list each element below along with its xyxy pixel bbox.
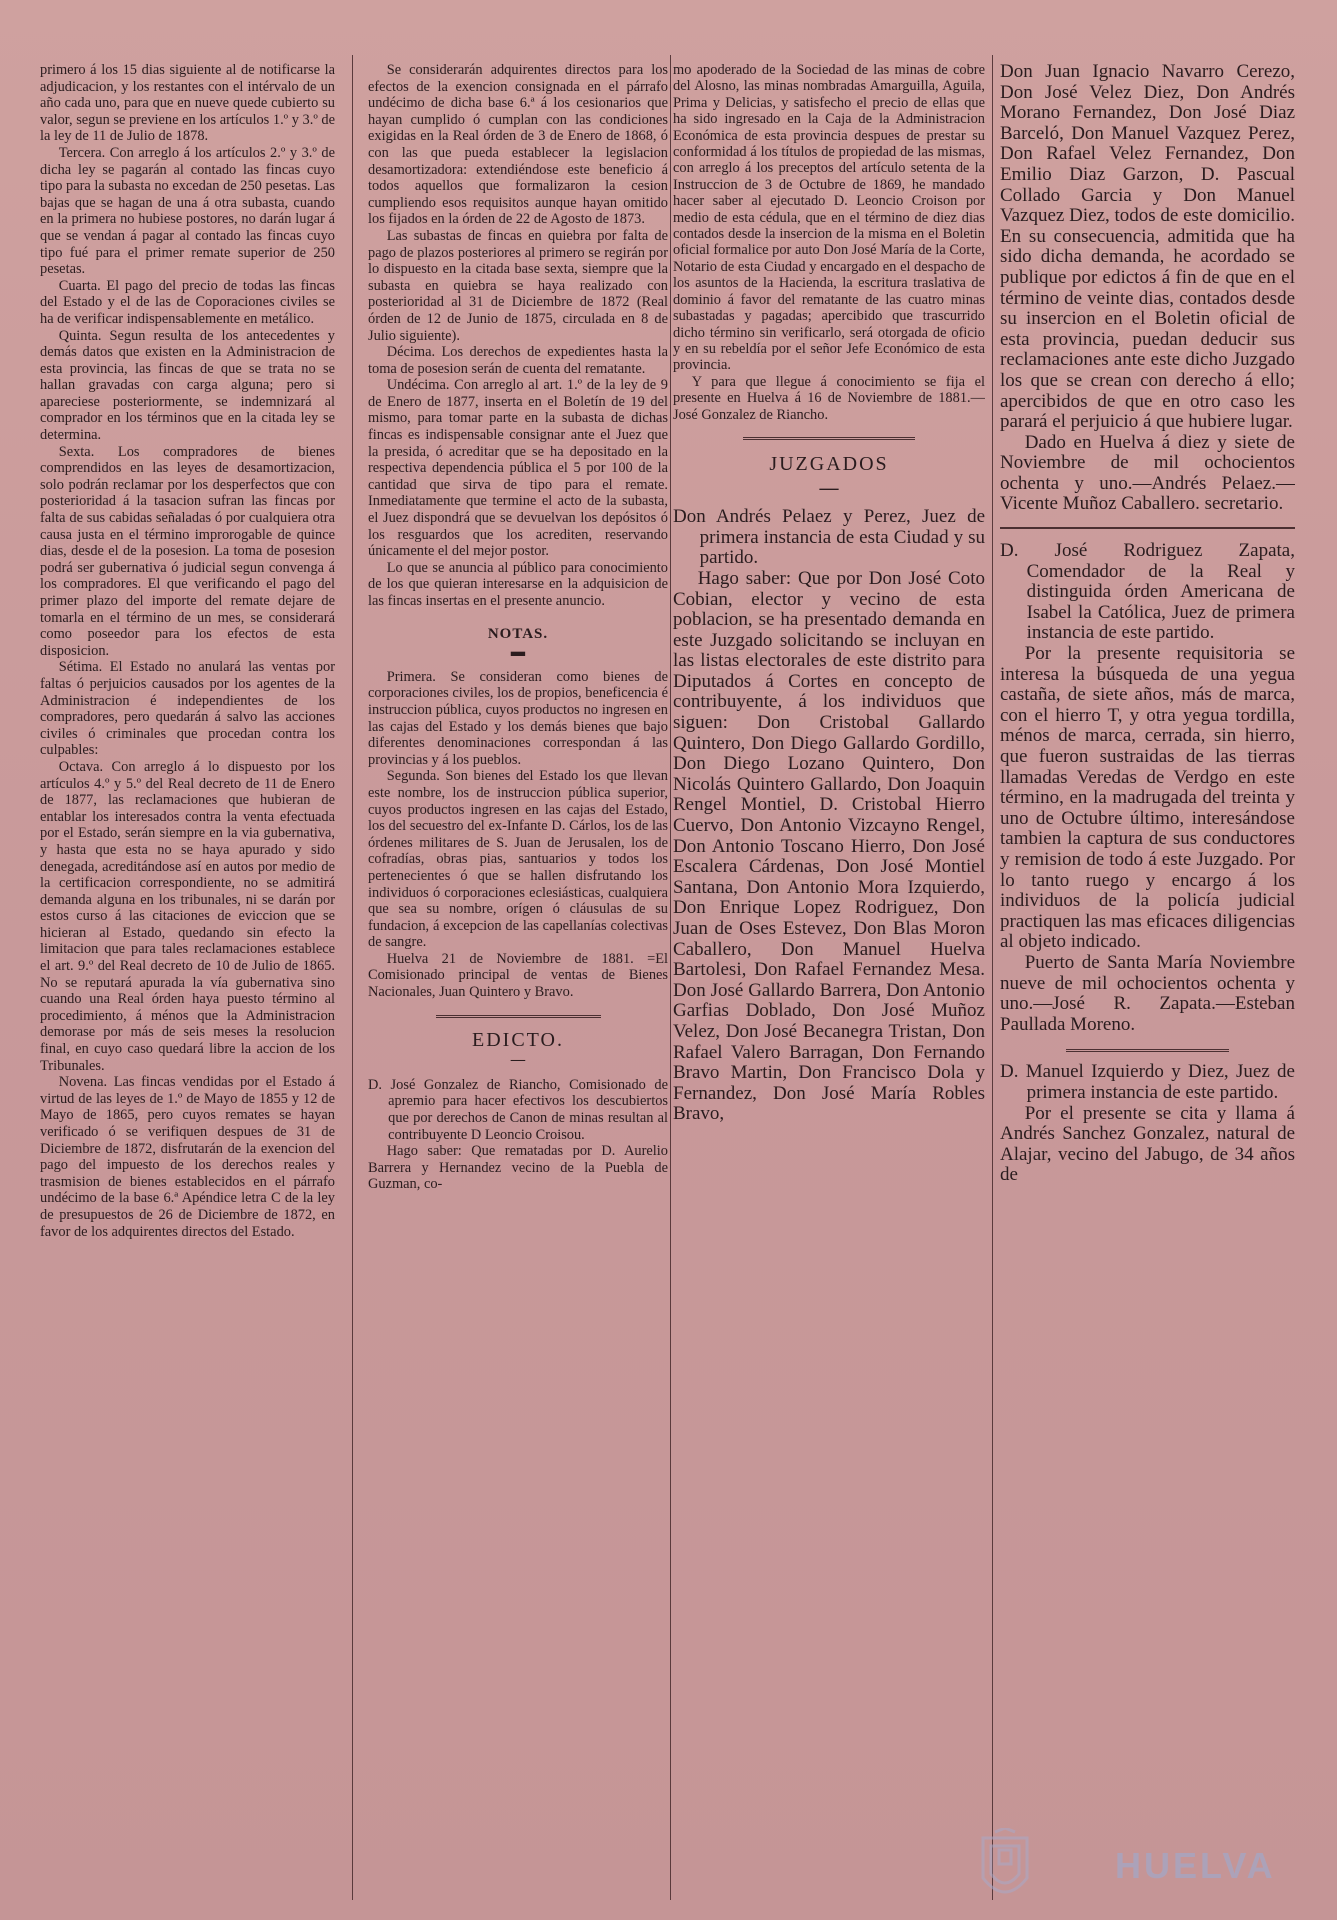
paragraph: Octava. Con arreglo á lo dispuesto por los artículos 4.º y 5.º del Real decreto de 11 de Enero de 1877, las reclamaciones que hubieran de entablar los interesados contra la venta efectuada por el Estado, serán siempre en la via gubernativa, y hasta que esta no se haya apurado y sido denegada, acreditándose así en autos por medio de la certificacion correspondiente, no se admitirá demanda alguna en los tribunales, ni se darán por estos curso á las citaciones de eviccion que se hicieran al Estado, quedando sin efecto la limitacion que para tales reclamaciones establece el art. 9.º del Real decreto de 10 de Julio de 1865. No se reputará apurada la vía gubernativa sino cuando una Real órden haya puesto término al procedimiento, á ménos que la Administracion demorase por más de seis meses la resolucion final, en cuyo caso quedará libre la accion de los Tribunales. bbox=[40, 758, 335, 1074]
paragraph: Puerto de Santa María Noviembre nueve de mil ochocientos ochenta y uno.—José R. Zapata.—Esteban Paullada Moreno. bbox=[1000, 951, 1295, 1035]
paragraph: Tercera. Con arreglo á los artículos 2.º y 3.º de dicha ley se pagarán al contado las fincas cuyo tipo para la subasta no excedan de 250 pesetas. Las bajas que se hagan de una á otra subasta, cuando en la primera no hubiese postores, no darán lugar á que se vendan á pagar al contado las fincas cuyo tipo fué para el primer remate superior de 250 pesetas. bbox=[40, 144, 335, 278]
section-divider bbox=[1000, 527, 1295, 529]
column-2 bbox=[368, 62, 668, 1912]
paragraph: Hago saber: Que por Don José Coto Cobian, elector y vecino de esta poblacion, se ha presentado demanda en este Juzgado solicitando se incluyan en las listas electorales de este distrito para Diputados á Cortes en concepto de contribuyente, á los individuos que siguen: Don Cristobal Gallardo Quintero, Don Diego Gallardo Gordillo, Don Diego Lozano Quintero, Don Nicolás Quintero Gallardo, Don Joaquin Rengel Montiel, D. Cristobal Hierro Cuervo, Don Antonio Vizcayno Rengel, Don Antonio Toscano Hierro, Don José Escalera Cárdenas, Don José Montiel Santana, Don Antonio Mora Izquierdo, Don Enrique Lopez Rodriguez, Don Juan de Oses Estevez, Don Blas Moron Caballero, Don Manuel Huelva Bartolesi, Don Rafael Fernandez Mesa. Don José Gallardo Barrera, Don Antonio Garfias Doblado, Don José Muñoz Velez, Don José Becanegra Tristan, Don Rafael Valero Barragan, Don Fernando Bravo Martin, Don Francisco Dola y Fernandez, Don José María Robles Bravo, bbox=[673, 567, 985, 1125]
column-3 bbox=[673, 62, 985, 1912]
paragraph: Novena. Las fincas vendidas por el Estado á virtud de las leyes de 1.º de Mayo de 1855 y 12 de Mayo de 1865, pero cuyos remates se hayan verificado ó se verifiquen despues de 31 de Diciembre de 1872, disfrutarán de la exencion del pago del impuesto de los derechos reales y trasmision de bienes establecidos en el párrafo undécimo de la base 6.ª Apéndice letra C de la ley de presupuestos de 26 de Diciembre de 1872, en favor de los adquirentes directos del Estado. bbox=[40, 1074, 335, 1240]
paragraph: Huelva 21 de Noviembre de 1881. =El Comisionado principal de ventas de Bienes Nacionales, Juan Quintero y Bravo. bbox=[368, 950, 668, 1001]
paragraph: Primera. Se consideran como bienes de corporaciones civiles, los de propios, beneficencia é instruccion pública, cuyos productos no ingresen en las cajas del Estado y los demás bienes que bajo diferentes denominaciones correspondan á las provincias y á los pueblos. bbox=[368, 668, 668, 768]
requisitoria-header: D. José Rodriguez Zapata, Comendador de la Real y distinguida órden Americana de Isabel la Católica, Juez de primera instancia de este partido. bbox=[1000, 540, 1295, 644]
edicto-header: D. José Gonzalez de Riancho, Comisionado de apremio para hacer efectivos los descubiertos que por derechos de Canon de minas resultan al contribuyente D Leoncio Croisou. bbox=[368, 1076, 668, 1143]
edicto-heading: EDICTO. bbox=[472, 1028, 564, 1051]
section-divider bbox=[743, 437, 915, 440]
heading-dash: — bbox=[510, 1052, 526, 1069]
notas-heading: NOTAS. bbox=[487, 625, 549, 642]
paragraph: Lo que se anuncia al público para conocimiento de los que quieran interesarse en la adquisicion de las fincas insertas en el presente anuncio. bbox=[368, 559, 668, 609]
juzgado-header: Don Andrés Pelaez y Perez, Juez de primera instancia de esta Ciudad y su partido. bbox=[673, 506, 985, 569]
heading-dash: ▬ bbox=[510, 644, 526, 661]
paragraph: Cuarta. El pago del precio de todas las fincas del Estado y el de las de Coporaciones civiles se ha de verificar indispensablemente en metálico. bbox=[40, 277, 335, 327]
paragraph: Segunda. Son bienes del Estado los que llevan este nombre, los de instruccion pública superior, cuyos productos ingresen en las cajas del Estado, los del secuestro del ex-Infante D. Cárlos, los de las órdenes militares de S. Juan de Jerusalen, los de cofradías, obras pias, santuarios y todos los pertenecientes ó que se hallen disfrutando los individuos ó corporaciones eclesiásticas, cualquiera que sea su nombre, orígen ó cláusulas de su fundacion, á excepcion de las capellanías colectivas de sangre. bbox=[368, 768, 668, 951]
paragraph: mo apoderado de la Sociedad de las minas de cobre del Alosno, las minas nombradas Amarguilla, Aguila, Prima y Delicias, y satisfecho el precio de ellas que ha sido ingresado en la Caja de la Administracion Económica de esta provincia despues de prestar su conformidad á los títulos de propiedad de las mismas, con arreglo á los preceptos del artículo setenta de la Instruccion de 3 de Octubre de 1869, he mandado hacer saber al ejecutado D. Leoncio Croison por medio de esta cédula, que en el término de diez dias contados desde la insercion de la misma en el Boletin oficial formalice por auto Don José María de la Corte, Notario de esta Ciudad y encargado en el despacho de los asuntos de la Hacienda, la escritura traslativa de dominio á favor del rematante de las cuatro minas subastadas y pagadas; apercibido que trascurrido dicho término sin verificarlo, será otorgada de oficio y en su rebeldía por el señor Jefe Económico de esta provincia. bbox=[673, 62, 985, 374]
column-rule bbox=[352, 55, 353, 1900]
paragraph: Hago saber: Que rematadas por D. Aurelio Barrera y Hernandez vecino de la Puebla de Guzman, co- bbox=[368, 1143, 668, 1193]
section-divider bbox=[436, 1015, 601, 1018]
column-1 bbox=[40, 62, 335, 1912]
paragraph: Décima. Los derechos de expedientes hasta la toma de posesion serán de cuenta del rematante. bbox=[368, 344, 668, 377]
paragraph: Por la presente requisitoria se interesa la búsqueda de una yegua castaña, de siete años, más de marca, con el hierro T, y otra yegua tordilla, ménos de marca, cerrada, sin hierro, que fueron sustraidas de las tierras llamadas Veredas de Verdgo en este término, en la madrugada del treinta y uno de Octubre último, interesándose tambien la captura de sus conductores y remision de todo á este Juzgado. Por lo tanto ruego y encargo á los individuos de la policía judicial practiquen las mas eficaces diligencias al objeto indicado. bbox=[1000, 643, 1295, 953]
paragraph: Dado en Huelva á diez y siete de Noviembre de mil ochocientos ochenta y uno.—Andrés Pelaez.—Vicente Muñoz Caballero. secretario. bbox=[1000, 431, 1295, 515]
paragraph: Quinta. Segun resulta de los antecedentes y demás datos que existen en la Administracion de esta provincia, las fincas de que se trata no se hallan gravadas con carga alguna; pero si apareciese posteriormente, se indemnizará al comprador en los términos que en la citada ley se determina. bbox=[40, 327, 335, 444]
paragraph: primero á los 15 dias siguiente al de notificarse la adjudicacion, y los restantes con el intérvalo de un año cada uno, para que en nueve quede cubierto su valor, segun se previene en los artículos 1.º y 3.º de la ley de 11 de Julio de 1878. bbox=[40, 62, 335, 145]
watermark-text: HUELVA bbox=[1115, 1845, 1276, 1886]
heading-dash: — bbox=[819, 477, 839, 499]
column-4 bbox=[1000, 62, 1295, 1912]
column-rule bbox=[992, 55, 993, 1900]
citacion-header: D. Manuel Izquierdo y Diez, Juez de primera instancia de este partido. bbox=[1000, 1061, 1295, 1103]
section-divider bbox=[1066, 1049, 1228, 1052]
paragraph: Por el presente se cita y llama á Andrés Sanchez Gonzalez, natural de Alajar, vecino del Jabugo, de 34 años de bbox=[1000, 1102, 1295, 1186]
paragraph: Undécima. Con arreglo al art. 1.º de la ley de 9 de Enero de 1877, inserta en el Boletín de 19 del mismo, para tomar parte en la subasta de dichas fincas es indispensable consignar ante el Juez que la presida, ó acreditar que se ha depositado en la respectiva dependencia pública el 5 por 100 de la cantidad que sirva de tipo para el remate. Inmediatamente que termine el acto de la subasta, el Juez dispondrá que se devuelvan los depósitos ó los resguardos que los acrediten, reservando únicamente el del mejor postor. bbox=[368, 377, 668, 560]
paragraph: Y para que llegue á conocimiento se fija el presente en Huelva á 16 de Noviembre de 1881.—José Gonzalez de Riancho. bbox=[673, 373, 985, 423]
column-rule bbox=[670, 55, 671, 1900]
juzgados-heading: JUZGADOS bbox=[769, 452, 889, 475]
paragraph: Sexta. Los compradores de bienes comprendidos en las leyes de desamortizacion, solo podrán reclamar por los desperfectos que con posterioridad á la tasacion sufran las fincas por falta de sus cabidas señaladas ó por cualquiera otra causa justa en el término improrogable de quince dias, desde el de la posesion. La toma de posesion podrá ser gubernativa ó judicial segun convenga á los compradores. El que verificando el pago del primer plazo del importe del remate dejare de tomarla en el término de un mes, se considerará como poseedor para los efectos de esta disposicion. bbox=[40, 443, 335, 659]
paragraph: Don Juan Ignacio Navarro Cerezo, Don José Velez Diez, Don Andrés Morano Fernandez, Don José Diaz Barceló, Don Manuel Vazquez Perez, Don Rafael Velez Fernandez, Don Emilio Diaz Garzon, D. Pascual Collado Garcia y Don Manuel Vazquez Diez, todos de este domicilio. En su consecuencia, admitida que ha sido dicha demanda, he acordado se publique por edictos á fin de que en el término de veinte dias, contados desde su insercion en el Boletin oficial de esta provincia, puedan deducir sus reclamaciones ante este dicho Juzgado los que se crean con derecho á ello; apercibidos de que en otro caso les parará el perjuicio á que hubiere lugar. bbox=[1000, 62, 1295, 433]
paragraph: Sétima. El Estado no anulará las ventas por faltas ó perjuicios causados por los agentes de la Administracion é independientes de los compradores, pero quedarán á salvo las acciones civiles ó criminales que procedan contra los culpables: bbox=[40, 659, 335, 759]
paragraph: Las subastas de fincas en quiebra por falta de pago de plazos posteriores al primero se regirán por lo dispuesto en la citada base sexta, siempre que la subasta en quiebra se haya realizado con posterioridad al 31 de Diciembre de 1872 (Real órden de 12 de Junio de 1875, circulada en 8 de Julio siguiente). bbox=[368, 227, 668, 344]
paragraph: Se considerarán adquirentes directos para los efectos de la exencion consignada en el párrafo undécimo de dicha base 6.ª á los cesionarios que hayan cumplido ó cumplan con las condiciones exigidas en la Real órden de 3 de Enero de 1868, ó con las que pueda establecer la legislacion desamortizadora: extendiéndose este beneficio á todos aquellos que formalizaron la cesion cumpliendo esos requisitos aunque hayan omitido los fijados en la órden de 22 de Agosto de 1873. bbox=[368, 62, 668, 228]
